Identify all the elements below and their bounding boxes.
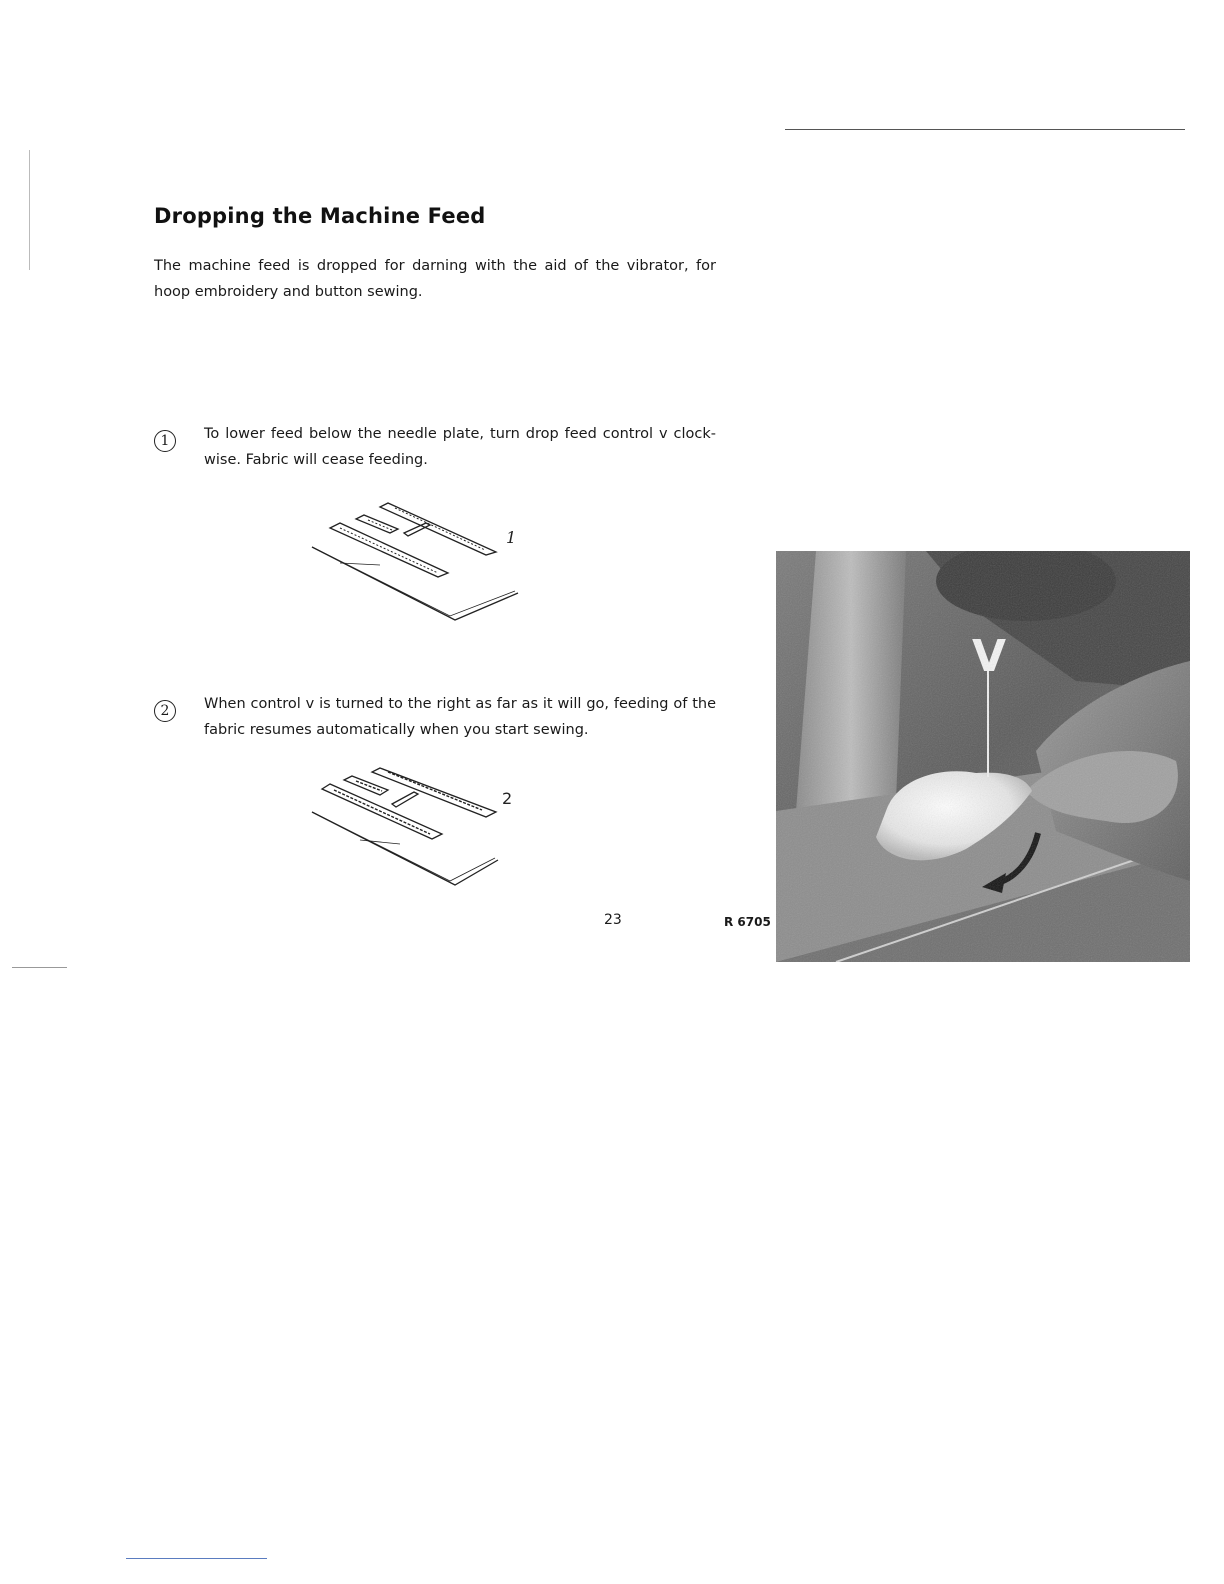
figure-reference: R 6705 <box>724 915 771 929</box>
drop-feed-control-photo <box>776 551 1190 962</box>
scan-artifact-top-rule <box>785 129 1185 130</box>
page-number: 23 <box>604 912 622 928</box>
step-1-text: To lower feed below the needle plate, turn drop feed control v clock-wise. Fabric will cease feeding. <box>204 426 716 468</box>
feed-dog-raised-diagram <box>300 760 540 890</box>
diagram-2-label: 2 <box>502 789 513 808</box>
step-1-number: 1 <box>154 430 176 452</box>
intro-paragraph: The machine feed is dropped for darning with the aid of the vibrator, for hoop embroidery and button sewing. <box>154 258 716 300</box>
step-2-number: 2 <box>154 700 176 722</box>
scan-artifact-bottom-line <box>126 1558 267 1559</box>
page-title: Dropping the Machine Feed <box>154 204 486 228</box>
scan-artifact-left-dash <box>12 967 67 968</box>
step-2-text: When control v is turned to the right as far as it will go, feeding of the fabric resumes automatically when you start sewing. <box>204 696 716 738</box>
scan-artifact-left-margin <box>29 150 30 270</box>
feed-dog-lowered-diagram <box>300 495 540 625</box>
diagram-1-label: 1 <box>506 528 517 547</box>
